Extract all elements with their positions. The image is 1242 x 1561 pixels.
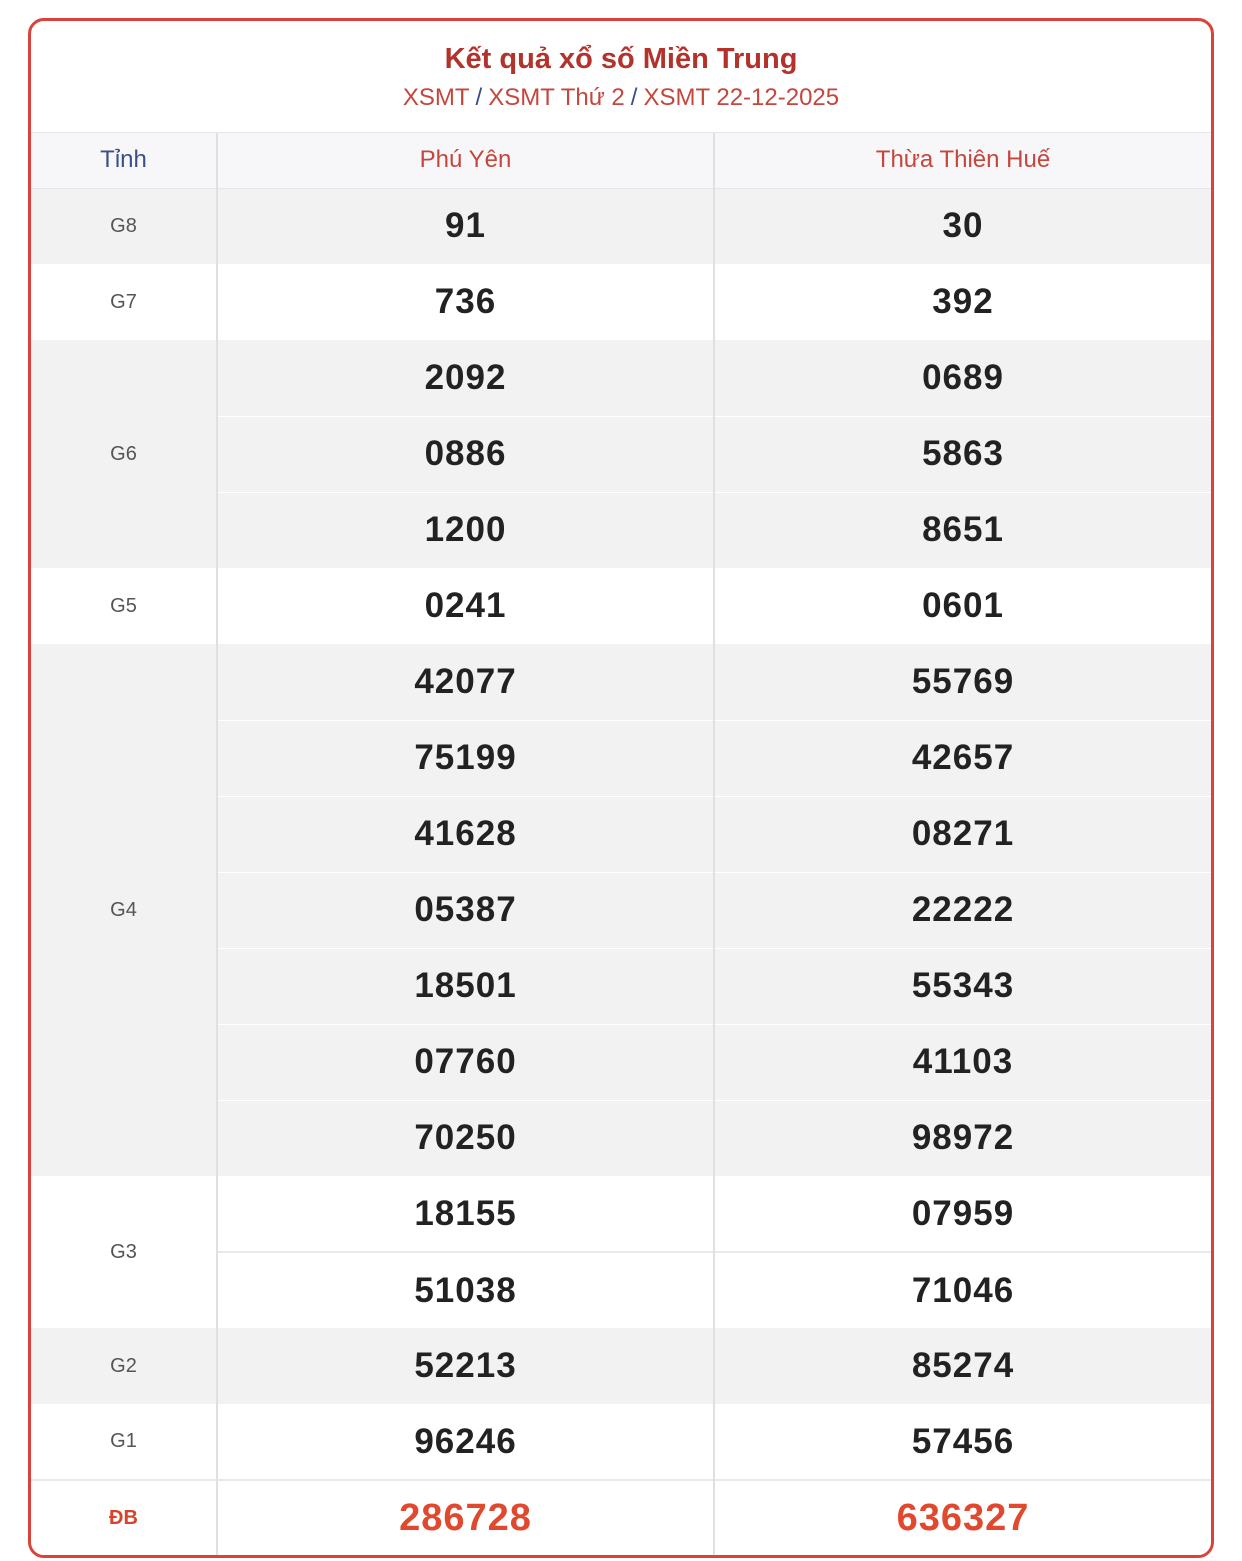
table-header-row	[31, 133, 1211, 188]
breadcrumb-separator: /	[630, 84, 638, 111]
prize-number: 5863	[714, 416, 1211, 492]
prize-label: G6	[31, 340, 217, 568]
prize-row-g2	[31, 1328, 1211, 1404]
prize-number: 1200	[217, 492, 714, 568]
prize-number: 07760	[217, 1024, 714, 1100]
breadcrumb-link-xsmt[interactable]: XSMT	[402, 84, 470, 111]
results-table	[31, 133, 1211, 1556]
prize-number: 41103	[714, 1024, 1211, 1100]
prize-row-special	[31, 1480, 1211, 1556]
prize-number: 08271	[714, 796, 1211, 872]
prize-number: 52213	[217, 1328, 714, 1404]
prize-number: 05387	[217, 872, 714, 948]
prize-number: 70250	[217, 1100, 714, 1176]
prize-row-g4	[31, 644, 1211, 720]
prize-number: 55343	[714, 948, 1211, 1024]
prize-number: 0241	[217, 568, 714, 644]
province-label-header: Tỉnh	[31, 133, 217, 188]
special-prize-label: ĐB	[31, 1480, 217, 1556]
prize-row-g5	[31, 568, 1211, 644]
prize-label: G4	[31, 644, 217, 1176]
prize-row-g3	[31, 1176, 1211, 1252]
special-prize-number: 286728	[217, 1480, 714, 1556]
prize-number: 41628	[217, 796, 714, 872]
prize-number: 736	[217, 264, 714, 340]
prize-number: 71046	[714, 1252, 1211, 1328]
prize-label: G8	[31, 188, 217, 264]
prize-number: 30	[714, 188, 1211, 264]
breadcrumb-link-date[interactable]: XSMT 22-12-2025	[643, 84, 840, 111]
prize-number: 18155	[217, 1176, 714, 1252]
province-header-phu-yen[interactable]: Phú Yên	[217, 133, 714, 188]
prize-number: 98972	[714, 1100, 1211, 1176]
prize-number: 22222	[714, 872, 1211, 948]
prize-label: G2	[31, 1328, 217, 1404]
breadcrumb-separator: /	[475, 84, 483, 111]
prize-label: G7	[31, 264, 217, 340]
prize-number: 18501	[217, 948, 714, 1024]
breadcrumb-link-weekday[interactable]: XSMT Thứ 2	[488, 84, 625, 111]
page-title: Kết quả xổ số Miền Trung	[444, 43, 798, 75]
prize-number: 0601	[714, 568, 1211, 644]
prize-number: 8651	[714, 492, 1211, 568]
prize-label: G1	[31, 1404, 217, 1480]
results-card	[28, 18, 1214, 1558]
prize-number: 51038	[217, 1252, 714, 1328]
prize-number: 42077	[217, 644, 714, 720]
prize-row-g6	[31, 340, 1211, 416]
special-prize-number: 636327	[714, 1480, 1211, 1556]
prize-label: G5	[31, 568, 217, 644]
prize-number: 96246	[217, 1404, 714, 1480]
results-header	[31, 21, 1211, 133]
prize-number: 42657	[714, 720, 1211, 796]
prize-number: 91	[217, 188, 714, 264]
prize-number: 75199	[217, 720, 714, 796]
prize-number: 55769	[714, 644, 1211, 720]
prize-number: 07959	[714, 1176, 1211, 1252]
breadcrumb	[31, 83, 1211, 113]
province-header-thua-thien-hue[interactable]: Thừa Thiên Huế	[714, 133, 1211, 188]
prize-number: 0886	[217, 416, 714, 492]
prize-number: 392	[714, 264, 1211, 340]
prize-number: 85274	[714, 1328, 1211, 1404]
prize-label: G3	[31, 1176, 217, 1328]
prize-number: 2092	[217, 340, 714, 416]
prize-row-g1	[31, 1404, 1211, 1480]
prize-row-g8	[31, 188, 1211, 264]
prize-number: 0689	[714, 340, 1211, 416]
prize-number: 57456	[714, 1404, 1211, 1480]
prize-row-g7	[31, 264, 1211, 340]
